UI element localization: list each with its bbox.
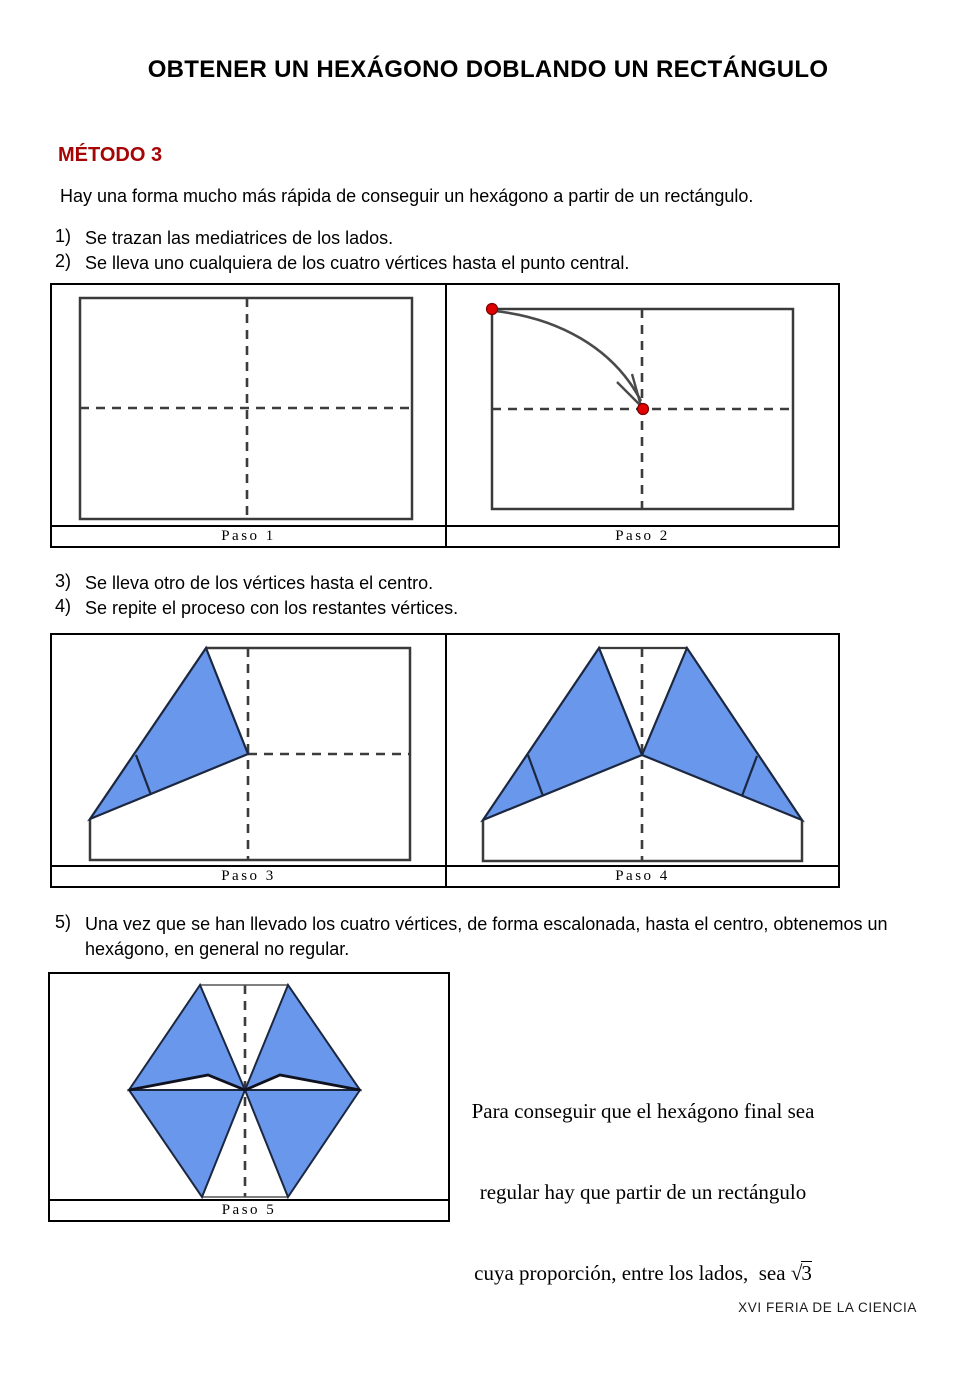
center-point-dot (638, 404, 649, 415)
lower-left-triangle (129, 1090, 245, 1197)
left-folded-triangle (483, 648, 642, 820)
page-title: OBTENER UN HEXÁGONO DOBLANDO UN RECTÁNGULO (147, 56, 829, 83)
step-number: 4) (55, 596, 72, 616)
caption-paso3: Paso 3 (221, 868, 276, 884)
sqrt-radical-symbol: √ (790, 1261, 803, 1285)
step-number: 2) (55, 251, 72, 271)
paso5-diagram (50, 974, 448, 1199)
step-number: 3) (55, 571, 72, 591)
step-text: Una vez que se han llevado los cuatro vértices, de forma escalonada, hasta el centro, obtenemos un hexágono, en general no regular. (85, 914, 888, 959)
paso1-diagram (52, 285, 445, 525)
regular-hexagon-note (452, 1044, 834, 1341)
note-line-3-text: cuya proporción, entre los lados, sea (474, 1261, 791, 1285)
figure-cell-paso1 (52, 285, 445, 525)
step-text: Se repite el proceso con los restantes vértices. (85, 598, 459, 618)
right-folded-triangle (642, 648, 802, 820)
upper-left-triangle (129, 985, 245, 1090)
caption-paso5: Paso 5 (221, 1202, 277, 1218)
step-text: Se lleva uno cualquiera de los cuatro vértices hasta el punto central. (85, 253, 630, 273)
step-item-2 (55, 251, 629, 276)
figure-cell-paso4 (445, 635, 838, 865)
footer-text: XVI FERIA DE LA CIENCIA (738, 1300, 917, 1315)
figure-table-step-5 (48, 972, 450, 1222)
upper-right-triangle (245, 985, 360, 1090)
figure-cell-paso3 (52, 635, 445, 865)
note-line-3 (452, 1260, 834, 1287)
figure-table-steps-1-2 (50, 283, 840, 548)
step-text: Se lleva otro de los vértices hasta el centro. (85, 573, 434, 593)
sqrt-radicand: 3 (801, 1261, 812, 1285)
step-item-5 (55, 912, 900, 962)
caption-paso2: Paso 2 (445, 527, 838, 546)
figure-cell-paso2 (445, 285, 838, 525)
note-line-2: regular hay que partir de un rectángulo (479, 1180, 807, 1204)
paso4-diagram (447, 635, 838, 865)
figure-cell-paso5 (50, 974, 448, 1199)
folded-triangle (90, 648, 248, 819)
method-heading: MÉTODO 3 (58, 144, 163, 166)
step-item-4 (55, 596, 458, 621)
paso2-diagram (447, 285, 838, 525)
corner-vertex-dot (487, 304, 498, 315)
step-number: 5) (55, 912, 72, 932)
paso3-diagram (52, 635, 445, 865)
figure-table-steps-3-4 (50, 633, 840, 888)
note-line-1: Para conseguir que el hexágono final sea (471, 1099, 815, 1123)
caption-paso4: Paso 4 (445, 867, 838, 886)
step-item-1 (55, 226, 393, 251)
step-item-3 (55, 571, 433, 596)
lower-right-triangle (245, 1090, 360, 1197)
step-number: 1) (55, 226, 72, 246)
caption-paso1: Paso 1 (221, 528, 276, 544)
step-text: Se trazan las mediatrices de los lados. (85, 228, 394, 248)
intro-text: Hay una forma mucho más rápida de conseguir un hexágono a partir de un rectángulo. (60, 186, 754, 206)
